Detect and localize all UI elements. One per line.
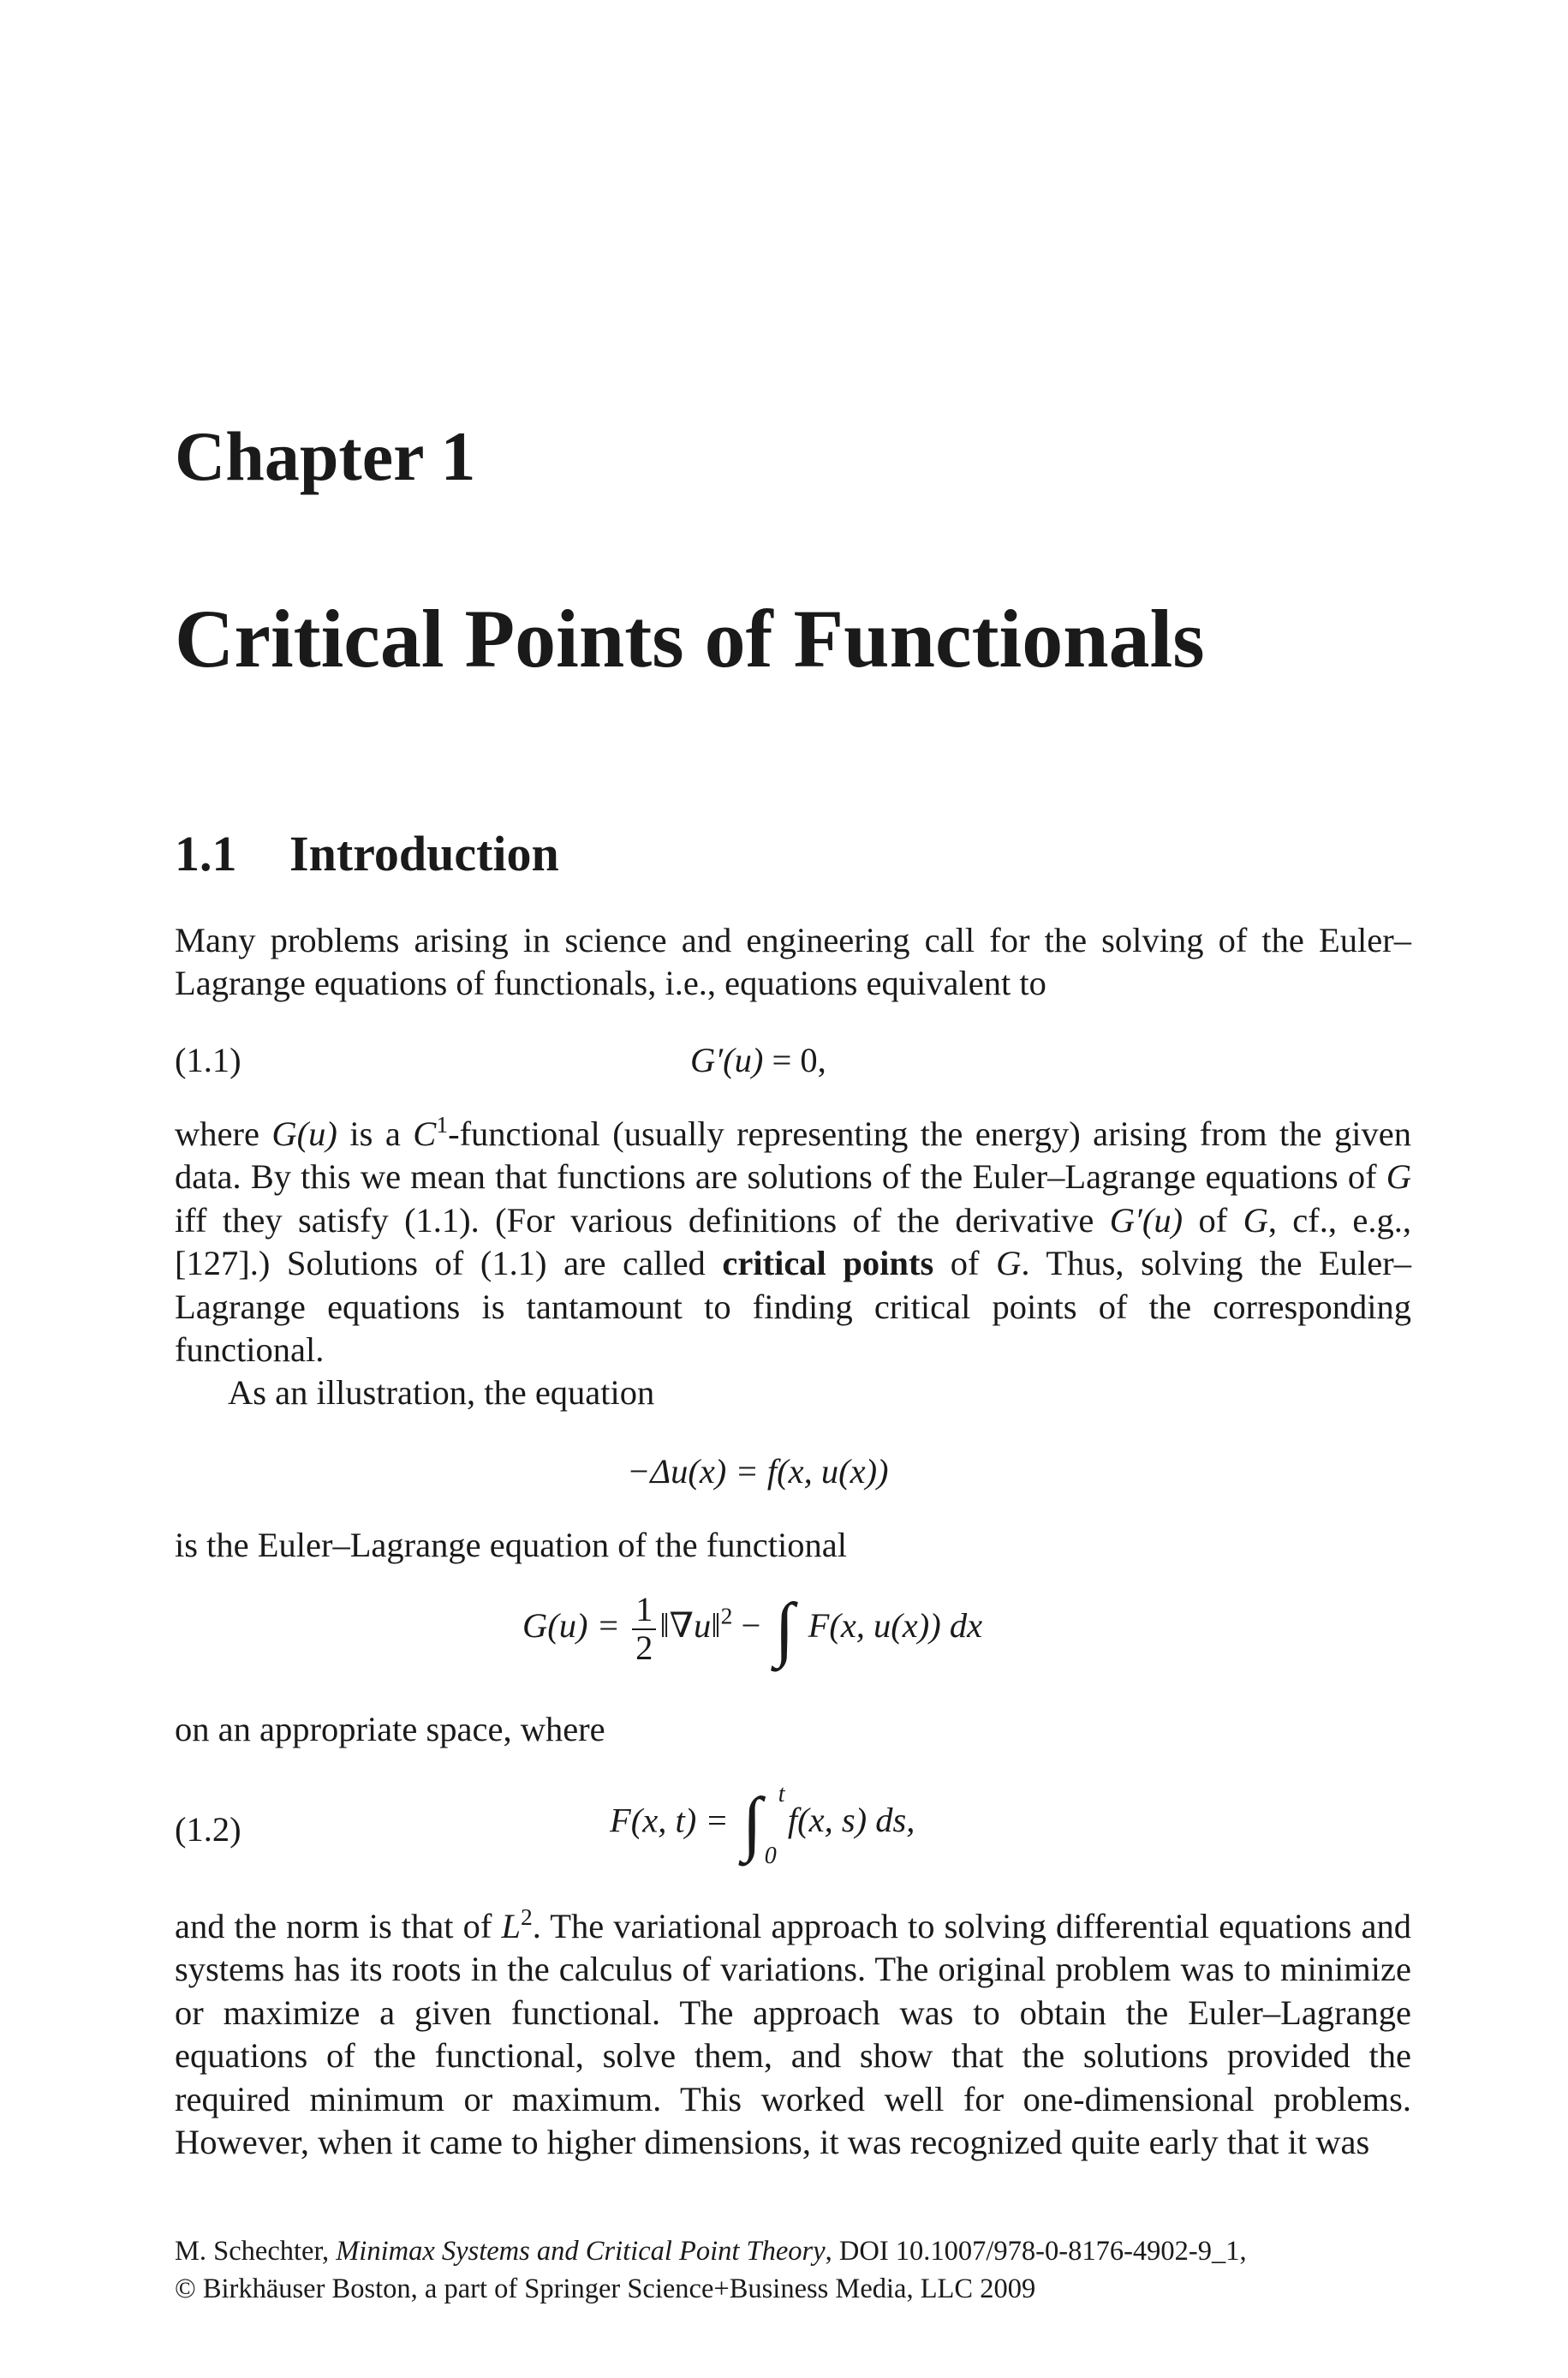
exponent: 2: [720, 1602, 733, 1629]
section-number: 1.1: [175, 826, 237, 881]
equation-number: (1.2): [175, 1810, 241, 1849]
text-run: of: [1183, 1200, 1243, 1240]
text-run: . Thus, solving the Euler–Lagrange equations is tantamount to finding critical points of the corresponding functional.: [175, 1244, 1411, 1370]
text-run: where: [175, 1114, 272, 1153]
upper-limit: t: [778, 1781, 785, 1807]
paragraph-3: As an illustration, the equation: [228, 1373, 655, 1413]
fraction-denominator: 2: [635, 1628, 653, 1667]
paragraph-intro: [175, 919, 1411, 1006]
paragraph-6: [175, 1905, 1411, 2164]
footer-author: M. Schechter,: [175, 2236, 337, 2267]
page-footer: [175, 2232, 1247, 2308]
fraction-one-half: [632, 1592, 656, 1666]
equation-body: [522, 1588, 983, 1669]
text-run: is a: [337, 1114, 414, 1153]
section-heading: [175, 826, 559, 881]
math-symbol: C: [413, 1114, 437, 1153]
paragraph-definitions: [175, 1110, 1411, 1415]
chapter-title: Critical Points of Functionals: [175, 593, 1205, 684]
fraction-numerator: 1: [632, 1592, 656, 1630]
minus-sign: −: [741, 1605, 761, 1645]
equation-1-2: [175, 1781, 1411, 1891]
equation-rhs: = f(x, u(x)): [735, 1452, 889, 1491]
math-symbol: G: [1386, 1157, 1411, 1197]
paragraph-variational: [175, 1905, 1411, 2164]
equation-rhs: = 0,: [772, 1041, 826, 1079]
equation-number: (1.1): [175, 1041, 241, 1079]
paragraph-5: on an appropriate space, where: [175, 1710, 605, 1748]
section-title: Introduction: [289, 826, 559, 881]
paragraph-4: is the Euler–Lagrange equation of the functional: [175, 1526, 847, 1564]
lower-limit: 0: [764, 1843, 777, 1869]
text-run: . The variational approach to solving differential equations and systems has its roots in the calculus of variations. The original problem was to minimize or maximize a given functional. The approach was to obtain the Euler–Lagrange equations of the functional, solve them, and show that the solutions provided the required minimum or maximum. This worked well for one-dimensional problems. However, when it came to higher dimensions, it was recognized quite early that it was: [175, 1907, 1411, 2162]
integrand: F(x, u(x)) dx: [808, 1605, 983, 1645]
copyright-line: © Birkhäuser Boston, a part of Springer Science+Business Media, LLC 2009: [175, 2273, 1036, 2304]
math-superscript: 2: [520, 1903, 533, 1930]
equation-functional: [175, 1588, 1411, 1686]
citation-line: [175, 2232, 1247, 2270]
gradient-norm: ‖∇u‖: [659, 1605, 721, 1645]
math-symbol: L: [501, 1907, 521, 1945]
equation-lhs: G(u) =: [522, 1605, 620, 1645]
equation-body: [610, 1781, 915, 1869]
footer-doi: , DOI 10.1007/978-0-8176-4902-9_1,: [825, 2236, 1247, 2267]
text-run: of: [933, 1244, 997, 1283]
equation-body: [690, 1039, 826, 1082]
math-symbol: G(u): [271, 1114, 337, 1153]
integral-sign: ∫: [774, 1588, 795, 1669]
math-symbol: G′(u): [1109, 1200, 1183, 1240]
equation-body: [627, 1450, 889, 1493]
math-superscript: 1: [436, 1110, 449, 1138]
footer-book-title: Minimax Systems and Critical Point Theory: [336, 2236, 826, 2267]
text-run: , cf., e.g., [127].) Solutions of (1.1) are called: [175, 1200, 1411, 1283]
text-run: -functional (usually representing the energy) arising from the given data. By this we mean that functions are solutions of the Euler–Lagrange equations of: [175, 1114, 1411, 1197]
equation-lhs: G′(u): [690, 1041, 764, 1079]
text-run: iff they satisfy (1.1). (For various definitions of the derivative: [175, 1200, 1110, 1240]
integral-sign: ∫ t 0: [742, 1781, 785, 1869]
integrand: f(x, s) ds,: [787, 1801, 915, 1840]
text-run: and the norm is that of: [175, 1907, 502, 1945]
paragraph-space: [175, 1708, 1411, 1751]
equation-lhs: F(x, t) =: [610, 1801, 729, 1840]
chapter-label: Chapter 1: [175, 417, 476, 495]
equation-lhs: −Δu(x): [627, 1452, 727, 1491]
paragraph-2: [175, 1110, 1411, 1371]
math-symbol: G: [996, 1244, 1022, 1283]
paragraph-functional-intro: [175, 1524, 1411, 1567]
math-symbol: G: [1243, 1200, 1268, 1240]
paragraph-1: Many problems arising in science and engineering call for the solving of the Euler–Lagrange equations of functionals, i.e., equations equivalent to: [175, 921, 1411, 1003]
bold-term: critical points: [722, 1244, 934, 1283]
